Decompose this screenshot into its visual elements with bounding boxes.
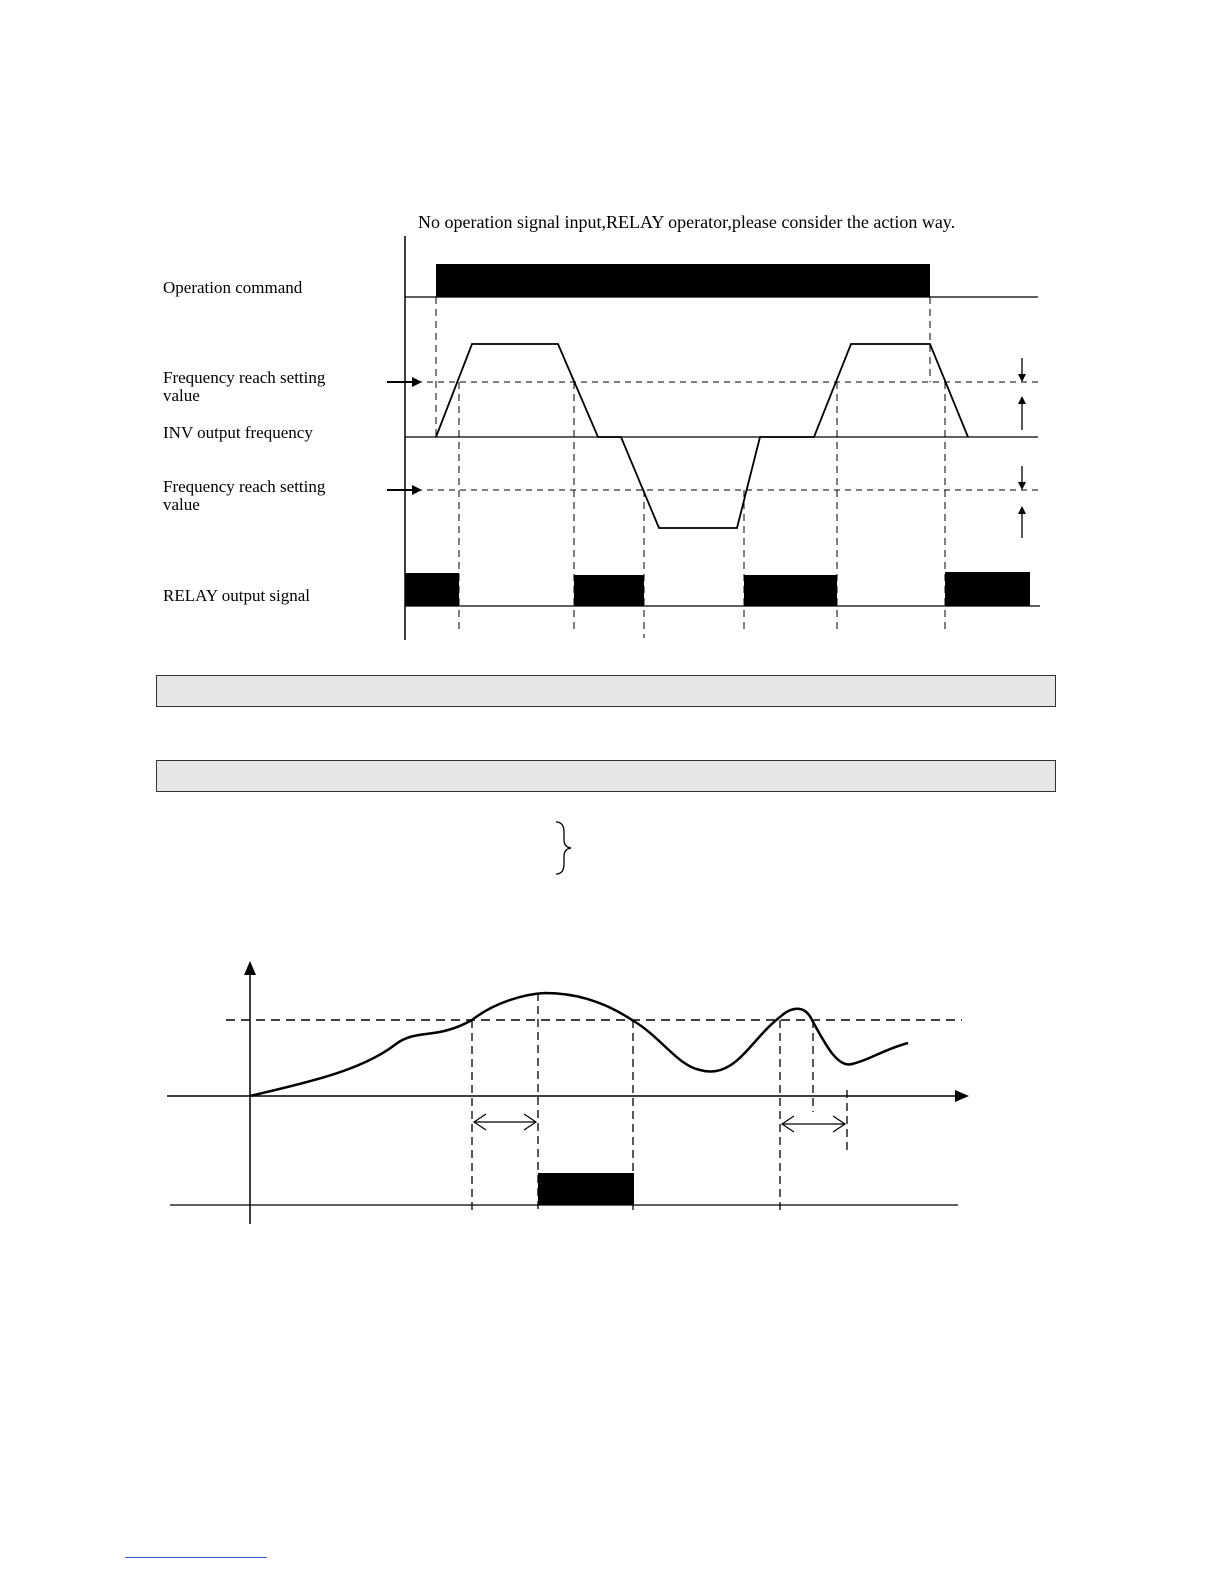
timing-diagram-2 [167, 961, 969, 1224]
diagram2-signal-curve [250, 993, 908, 1096]
inv-output-frequency-waveform [436, 344, 968, 528]
arrow-right-icon [955, 1090, 969, 1102]
label-operation-command: Operation command [163, 278, 303, 297]
curly-brace-icon [556, 822, 571, 874]
relay-pulse-1 [405, 573, 459, 606]
label-relay-output-signal: RELAY output signal [163, 586, 311, 605]
diagram1-vertical-guides [436, 297, 945, 638]
arrow-up-icon [244, 961, 256, 975]
footer-rule [125, 1557, 267, 1558]
section-bar-1 [156, 675, 1056, 707]
label-freq-reach-upper-line2: value [163, 386, 200, 405]
arrow-up-icon [1018, 396, 1026, 430]
label-freq-reach-lower-line2: value [163, 495, 200, 514]
diagram-title: No operation signal input,RELAY operator,please consider the action way. [418, 212, 956, 232]
label-inv-output-frequency: INV output frequency [163, 423, 313, 442]
arrow-down-icon [1018, 466, 1026, 490]
section-bar-2 [156, 760, 1056, 792]
timing-diagram-1 [387, 236, 1040, 640]
diagram2-vertical-guides [472, 993, 847, 1210]
double-arrow-icon [474, 1114, 536, 1130]
double-arrow-icon [782, 1116, 845, 1132]
arrow-down-icon [1018, 358, 1026, 382]
operation-command-pulse [436, 264, 930, 297]
relay-pulse-2 [574, 575, 644, 606]
label-freq-reach-lower-line1: Frequency reach setting [163, 477, 326, 496]
label-freq-reach-upper-line1: Frequency reach setting [163, 368, 326, 387]
relay-pulse-3 [744, 575, 837, 606]
arrow-up-icon [1018, 506, 1026, 538]
diagram2-output-pulse [538, 1173, 634, 1205]
relay-pulse-4 [945, 572, 1030, 606]
